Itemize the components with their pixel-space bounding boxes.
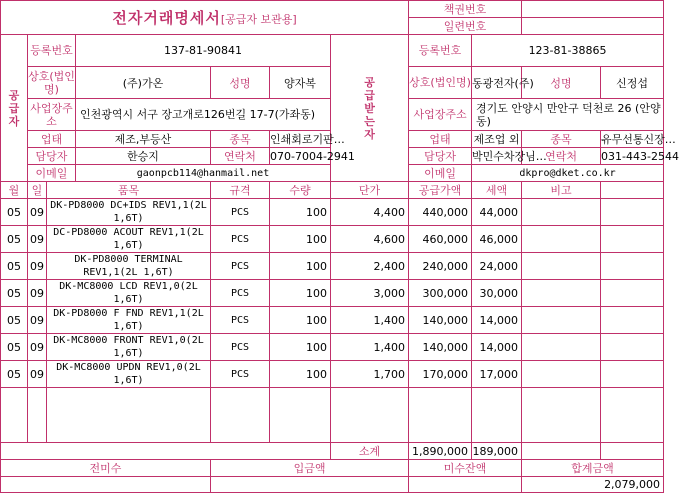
supplier-email: gaonpcb114@hanmail.net bbox=[76, 165, 331, 182]
supplier-ceo: 양자복 bbox=[270, 67, 331, 99]
row-supply: 300,000 bbox=[409, 280, 472, 307]
unpaid-label: 미수잔액 bbox=[409, 460, 522, 477]
buyer-reg-no: 123-81-38865 bbox=[472, 35, 664, 67]
subtotal-supply: 1,890,000 bbox=[409, 443, 472, 460]
col-qty: 수량 bbox=[270, 182, 331, 199]
paid-value bbox=[211, 477, 409, 493]
buyer-ceo: 신정섭 bbox=[601, 67, 664, 99]
supplier-side-text: 공급자 bbox=[8, 88, 20, 128]
col-month: 월 bbox=[1, 182, 28, 199]
buyer-type: 제조업 외 bbox=[472, 131, 522, 148]
table-row bbox=[1, 307, 664, 334]
row-price: 4,600 bbox=[331, 226, 409, 253]
row-item: DC-PD8000 ACOUT REV1,1(2L 1,6T) bbox=[47, 226, 211, 253]
row-month: 05 bbox=[1, 361, 28, 388]
row-month: 05 bbox=[1, 199, 28, 226]
row-qty: 100 bbox=[270, 307, 331, 334]
row-tax: 46,000 bbox=[472, 226, 522, 253]
col-note: 비고 bbox=[522, 182, 601, 199]
table-row bbox=[1, 199, 664, 226]
row-note bbox=[522, 334, 601, 361]
row-day: 09 bbox=[28, 199, 47, 226]
row-day: 09 bbox=[28, 280, 47, 307]
serial-no-label: 일련번호 bbox=[409, 18, 522, 35]
row-price: 1,700 bbox=[331, 361, 409, 388]
book-no-value bbox=[522, 1, 664, 18]
buyer-email-label: 이메일 bbox=[409, 165, 472, 182]
col-item: 품목 bbox=[47, 182, 211, 199]
row-note bbox=[522, 361, 601, 388]
col-extra bbox=[601, 182, 664, 199]
row-month: 05 bbox=[1, 307, 28, 334]
col-supply: 공급가액 bbox=[409, 182, 472, 199]
supplier-address: 인천광역시 서구 장고개로126번길 17-7(가좌동) bbox=[76, 99, 331, 131]
buyer-address: 경기도 안양시 만안구 덕천로 26 (안양동) bbox=[472, 99, 664, 131]
buyer-ceo-label: 성명 bbox=[522, 67, 601, 99]
row-price: 1,400 bbox=[331, 334, 409, 361]
title-sub-text: [공급자 보관용] bbox=[220, 13, 297, 26]
row-qty: 100 bbox=[270, 226, 331, 253]
row-spec: PCS bbox=[211, 307, 270, 334]
title-text: 전자거래명세서 bbox=[112, 9, 221, 27]
row-day: 09 bbox=[28, 226, 47, 253]
row-note bbox=[522, 307, 601, 334]
row-price: 1,400 bbox=[331, 307, 409, 334]
row-price: 4,400 bbox=[331, 199, 409, 226]
supplier-reg-no-label: 등록번호 bbox=[28, 35, 76, 67]
buyer-manager-label: 담당자 bbox=[409, 148, 472, 165]
row-price: 3,000 bbox=[331, 280, 409, 307]
supplier-name: (주)가온 bbox=[76, 67, 211, 99]
buyer-name-label: 상호(법인명) bbox=[409, 67, 472, 99]
prev-balance-label: 전미수 bbox=[1, 460, 211, 477]
row-supply: 170,000 bbox=[409, 361, 472, 388]
supplier-item-label: 종목 bbox=[211, 131, 270, 148]
row-extra bbox=[601, 226, 664, 253]
row-month: 05 bbox=[1, 253, 28, 280]
col-price: 단가 bbox=[331, 182, 409, 199]
subtotal-row bbox=[1, 443, 664, 460]
supplier-item: 인쇄회로기판… bbox=[270, 131, 331, 148]
table-row bbox=[1, 334, 664, 361]
row-tax: 24,000 bbox=[472, 253, 522, 280]
prev-balance-value bbox=[1, 477, 211, 493]
supplier-side-label bbox=[1, 35, 28, 182]
buyer-item-label: 종목 bbox=[522, 131, 601, 148]
book-no-label: 책권번호 bbox=[409, 1, 522, 18]
row-month: 05 bbox=[1, 280, 28, 307]
row-qty: 100 bbox=[270, 361, 331, 388]
row-day: 09 bbox=[28, 307, 47, 334]
row-tax: 44,000 bbox=[472, 199, 522, 226]
row-spec: PCS bbox=[211, 334, 270, 361]
row-extra bbox=[601, 199, 664, 226]
buyer-item: 유무선통신장… bbox=[601, 131, 664, 148]
row-tax: 30,000 bbox=[472, 280, 522, 307]
supplier-type: 제조,부등산 bbox=[76, 131, 211, 148]
row-price: 2,400 bbox=[331, 253, 409, 280]
supplier-contact-label: 연락처 bbox=[211, 148, 270, 165]
subtotal-tax: 189,000 bbox=[472, 443, 522, 460]
supplier-manager: 한승지 bbox=[76, 148, 211, 165]
row-extra bbox=[601, 361, 664, 388]
row-supply: 440,000 bbox=[409, 199, 472, 226]
row-qty: 100 bbox=[270, 199, 331, 226]
row-item: DK-PD8000 DC+IDS REV1,1(2L 1,6T) bbox=[47, 199, 211, 226]
subtotal-label: 소계 bbox=[331, 443, 409, 460]
row-spec: PCS bbox=[211, 199, 270, 226]
supplier-reg-no: 137-81-90841 bbox=[76, 35, 331, 67]
row-tax: 14,000 bbox=[472, 334, 522, 361]
row-extra bbox=[601, 280, 664, 307]
row-item: DK-MC8000 UPDN REV1,0(2L 1,6T) bbox=[47, 361, 211, 388]
footer-value-row bbox=[1, 477, 664, 493]
supplier-type-label: 업태 bbox=[28, 131, 76, 148]
supplier-name-label: 상호(법인명) bbox=[28, 67, 76, 99]
row-supply: 240,000 bbox=[409, 253, 472, 280]
buyer-contact-label: 연락처 bbox=[522, 148, 601, 165]
row-supply: 140,000 bbox=[409, 307, 472, 334]
row-day: 09 bbox=[28, 361, 47, 388]
supplier-contact: 070-7004-2941 bbox=[270, 149, 355, 163]
row-month: 05 bbox=[1, 334, 28, 361]
row-supply: 140,000 bbox=[409, 334, 472, 361]
table-row bbox=[1, 280, 664, 307]
row-qty: 100 bbox=[270, 253, 331, 280]
row-extra bbox=[601, 253, 664, 280]
row-spec: PCS bbox=[211, 253, 270, 280]
row-day: 09 bbox=[28, 253, 47, 280]
col-day: 일 bbox=[28, 182, 47, 199]
row-item: DK-PD8000 F FND REV1,1(2L 1,6T) bbox=[47, 307, 211, 334]
supplier-address-label: 사업장주소 bbox=[28, 99, 76, 131]
supplier-email-label: 이메일 bbox=[28, 165, 76, 182]
total-value: 2,079,000 bbox=[522, 477, 664, 493]
table-row bbox=[1, 361, 664, 388]
table-row bbox=[1, 226, 664, 253]
serial-no-value bbox=[522, 18, 664, 35]
buyer-type-label: 업태 bbox=[409, 131, 472, 148]
paid-label: 입금액 bbox=[211, 460, 409, 477]
row-item: DK-PD8000 TERMINAL REV1,1(2L 1,6T) bbox=[47, 253, 211, 280]
row-note bbox=[522, 280, 601, 307]
row-qty: 100 bbox=[270, 280, 331, 307]
row-qty: 100 bbox=[270, 334, 331, 361]
empty-row bbox=[1, 388, 664, 443]
row-tax: 14,000 bbox=[472, 307, 522, 334]
buyer-contact: 031-443-2544 bbox=[601, 149, 679, 163]
row-supply: 460,000 bbox=[409, 226, 472, 253]
row-tax: 17,000 bbox=[472, 361, 522, 388]
footer-label-row bbox=[1, 460, 664, 477]
supplier-ceo-label: 성명 bbox=[211, 67, 270, 99]
total-label: 합계금액 bbox=[522, 460, 664, 477]
table-row bbox=[1, 253, 664, 280]
document-title bbox=[1, 1, 409, 35]
buyer-name: 동광전자(주) bbox=[472, 67, 522, 99]
row-note bbox=[522, 226, 601, 253]
buyer-side-text: 공급받는자 bbox=[364, 75, 375, 141]
buyer-reg-no-label: 등록번호 bbox=[409, 35, 472, 67]
row-spec: PCS bbox=[211, 361, 270, 388]
row-extra bbox=[601, 334, 664, 361]
row-day: 09 bbox=[28, 334, 47, 361]
row-spec: PCS bbox=[211, 226, 270, 253]
row-spec: PCS bbox=[211, 280, 270, 307]
row-note bbox=[522, 253, 601, 280]
buyer-email: dkpro@dket.co.kr bbox=[472, 165, 664, 182]
row-item: DK-MC8000 FRONT REV1,0(2L 1,6T) bbox=[47, 334, 211, 361]
unpaid-value bbox=[409, 477, 522, 493]
buyer-manager: 박민수차장님… bbox=[472, 148, 522, 165]
col-tax: 세액 bbox=[472, 182, 522, 199]
col-spec: 규격 bbox=[211, 182, 270, 199]
row-note bbox=[522, 199, 601, 226]
buyer-address-label: 사업장주소 bbox=[409, 99, 472, 131]
row-item: DK-MC8000 LCD REV1,0(2L 1,6T) bbox=[47, 280, 211, 307]
row-extra bbox=[601, 307, 664, 334]
supplier-manager-label: 담당자 bbox=[28, 148, 76, 165]
row-month: 05 bbox=[1, 226, 28, 253]
